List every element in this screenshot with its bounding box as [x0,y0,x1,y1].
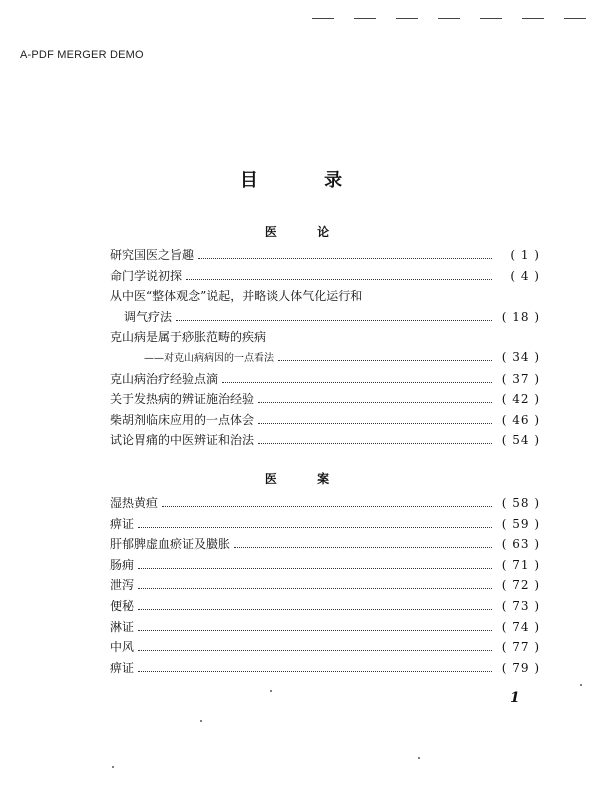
toc-entry-page: ( 42 ) [501,392,540,407]
toc-entry-page: ( 46 ) [501,412,540,427]
leader-dots [258,443,492,444]
scan-speck [418,757,420,759]
toc-entry-title: 肝郁脾虚血瘀证及臌胀 [110,537,231,552]
toc-entry-page: ( 4 ) [510,268,540,283]
header-dashes [312,18,602,22]
leader-dots [138,609,492,610]
toc-entry-page: ( 1 ) [510,248,540,262]
toc-entry[interactable] [110,370,540,391]
toc-entry-page: ( 74 ) [501,619,540,634]
toc-entry-title: 泄泻 [110,578,135,593]
leader-dots [138,588,492,589]
leader-dots [222,382,492,383]
toc-entry[interactable] [110,411,540,432]
scan-speck [580,684,582,686]
toc-entry-title: 肠痈 [110,557,135,572]
toc-entry[interactable] [110,328,540,349]
leader-dots [138,630,492,631]
toc-entry[interactable] [110,659,540,680]
toc-entry-page: ( 71 ) [501,557,540,572]
toc-entry[interactable] [110,246,540,267]
toc-entry-title: 从中医“整体观念”说起，并略谈人体气化运行和 [110,289,363,304]
leader-dots [258,402,492,403]
toc-entry-title: 中风 [110,640,135,655]
leader-dots [162,506,492,507]
page-title: 目 录 [239,170,373,191]
toc-entry[interactable] [110,308,540,329]
toc-entry[interactable] [110,556,540,577]
toc-entry-title: 研究国医之旨趣 [110,248,195,262]
toc-entry[interactable] [110,431,540,452]
toc-entry-page: ( 79 ) [501,660,540,675]
toc-entry-title: 淋证 [110,619,135,634]
section-heading-yian: 医 案 [264,472,348,486]
toc-entry-page: ( 37 ) [501,371,540,386]
leader-dots [138,650,492,651]
leader-dots [278,360,492,361]
toc-entry-page: ( 72 ) [501,578,540,593]
toc-entry-title: 痹证 [110,660,135,675]
toc-entry-page: ( 77 ) [501,640,540,655]
toc-entry-page: ( 59 ) [501,516,540,531]
toc-entry[interactable] [110,535,540,556]
toc-entry-title: 调气疗法 [124,309,173,324]
toc-entry-title: ——对克山病病因的一点看法 [144,352,274,364]
toc-entry-page: ( 73 ) [501,598,540,613]
leader-dots [138,527,492,528]
toc-entry[interactable] [110,287,540,308]
leader-dots [138,671,492,672]
toc-entry-page: ( 63 ) [501,537,540,552]
toc-entry[interactable] [110,515,540,536]
leader-dots [234,547,492,548]
section-heading-yilun: 医 论 [264,225,348,239]
scan-speck [200,720,202,722]
toc-entry[interactable] [110,638,540,659]
toc-entry[interactable] [110,349,540,370]
toc-entry-title: 湿热黄疸 [110,496,159,510]
toc-entry-page: ( 58 ) [501,496,540,510]
toc-entry-page: ( 34 ) [501,349,540,364]
leader-dots [258,423,492,424]
leader-dots [186,279,492,280]
watermark-text: A-PDF MERGER DEMO [20,49,144,61]
toc-entry-title: 试论胃痛的中医辨证和治法 [110,433,255,448]
toc-entry-title: 命门学说初探 [110,268,183,283]
leader-dots [198,258,492,259]
toc-entry[interactable] [110,618,540,639]
toc-entry-page: ( 18 ) [501,309,540,324]
toc-entry[interactable] [110,576,540,597]
toc-entry-title: 痹证 [110,516,135,531]
toc-entry[interactable] [110,597,540,618]
toc-entry-title: 便秘 [110,598,135,613]
toc-entry[interactable] [110,267,540,288]
scan-speck [112,766,114,768]
leader-dots [176,320,492,321]
page-number: 1 [510,690,520,706]
scan-speck [270,690,272,692]
toc-list-yian [110,494,540,679]
leader-dots [138,568,492,569]
toc-list-yilun [110,246,540,452]
toc-entry-page: ( 54 ) [501,433,540,448]
toc-entry-title: 克山病治疗经验点滴 [110,371,219,386]
toc-entry-title: 克山病是属于痧胀范畴的疾病 [110,330,267,345]
toc-entry[interactable] [110,494,540,515]
toc-entry[interactable] [110,390,540,411]
toc-entry-title: 关于发热病的辨证施治经验 [110,392,255,407]
toc-entry-title: 柴胡剂临床应用的一点体会 [110,412,255,427]
